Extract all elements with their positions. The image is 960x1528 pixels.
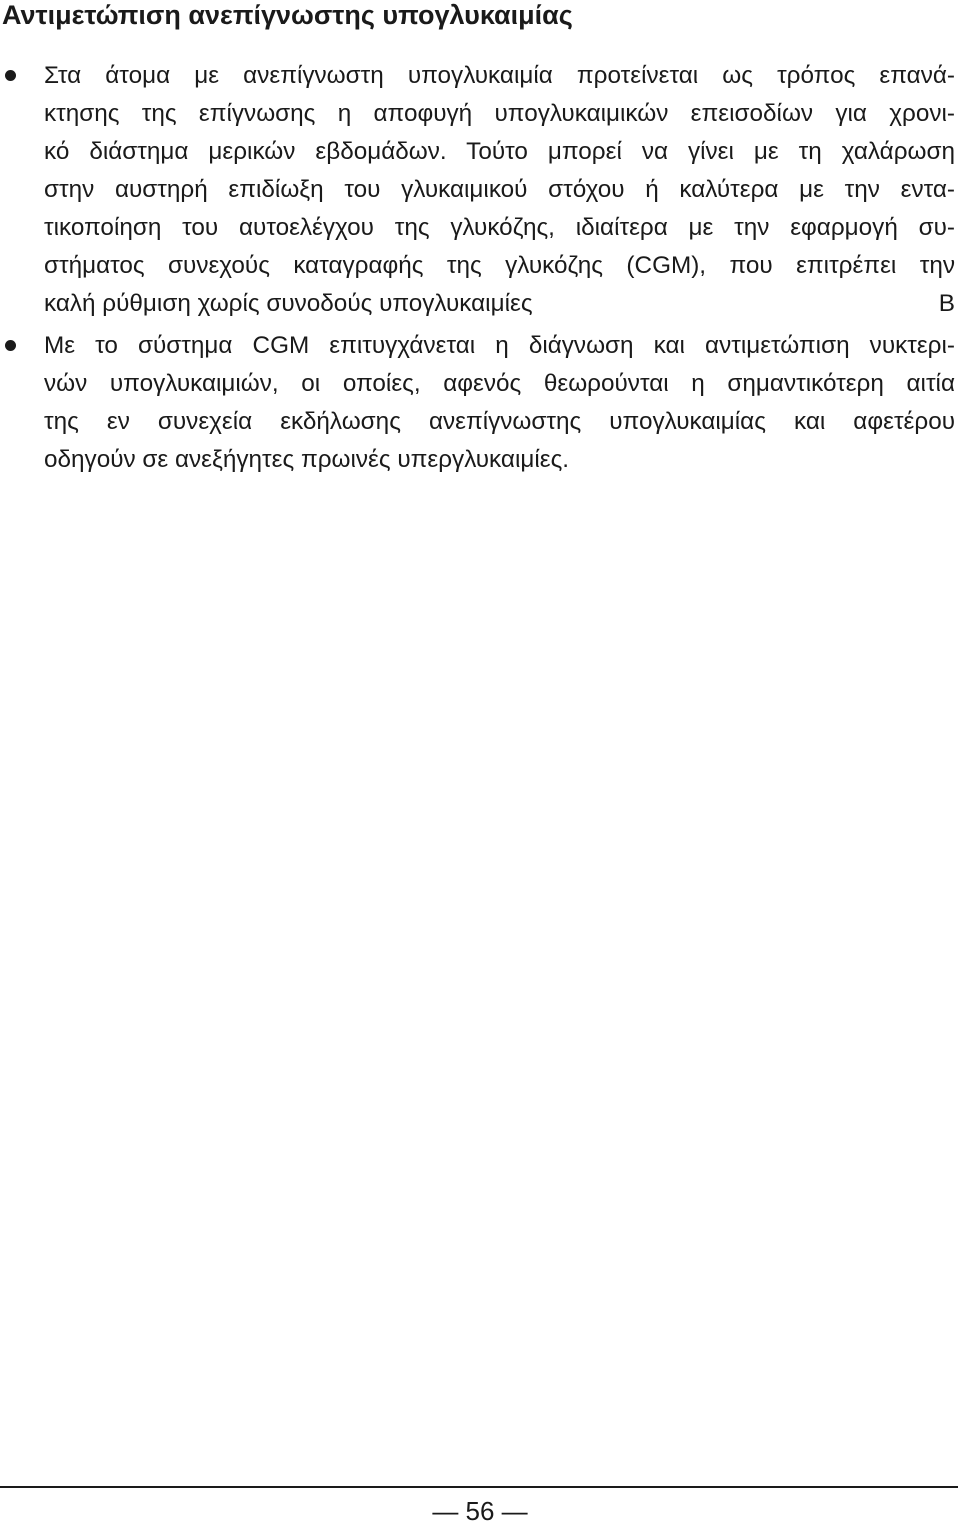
text-line: στην αυστηρή επιδίωξη του γλυκαιμικού στόχου ή καλύτερα με την εντα- (44, 176, 955, 203)
text-line: νών υπογλυκαιμιών, οι οποίες, αφενός θεωρούνται η σημαντικότερη αιτία (44, 370, 955, 397)
text-line-content: καλή ρύθμιση χωρίς συνοδούς υπογλυκαιμίες (44, 290, 533, 317)
footer-divider (0, 1486, 958, 1488)
text-line: τικοποίηση του αυτοελέγχου της γλυκόζης, ιδιαίτερα με την εφαρμογή συ- (44, 214, 955, 241)
text-line: Στα άτομα με ανεπίγνωστη υπογλυκαιμία προτείνεται ως τρόπος επανά- (44, 62, 955, 89)
list-item (0, 57, 960, 323)
text-line: της εν συνεχεία εκδήλωσης ανεπίγνωστης υπογλυκαιμίας και αφετέρου (44, 408, 955, 435)
text-line: κό διάστημα μερικών εβδομάδων. Τούτο μπορεί να γίνει με τη χαλάρωση (44, 138, 955, 165)
text-line: στήματος συνεχούς καταγραφής της γλυκόζης (CGM), που επιτρέπει την (44, 252, 955, 279)
bullet-list (0, 57, 960, 479)
text-line: κτησης της επίγνωσης η αποφυγή υπογλυκαιμικών επεισοδίων για χρονι- (44, 100, 955, 127)
text-line-last: οδηγούν σε ανεξήγητες πρωινές υπεργλυκαιμίες. (44, 446, 570, 473)
list-item (0, 327, 960, 479)
page-title: Αντιμετώπιση ανεπίγνωστης υπογλυκαιμίας (2, 0, 573, 30)
text-line-last (44, 285, 955, 323)
evidence-grade: B (938, 290, 955, 317)
bullet-icon (5, 340, 16, 351)
page-number: — 56 — (432, 1496, 528, 1526)
bullet-icon (5, 70, 16, 81)
text-line: Με το σύστημα CGM επιτυγχάνεται η διάγνωση και αντιμετώπιση νυκτερι- (44, 332, 955, 359)
